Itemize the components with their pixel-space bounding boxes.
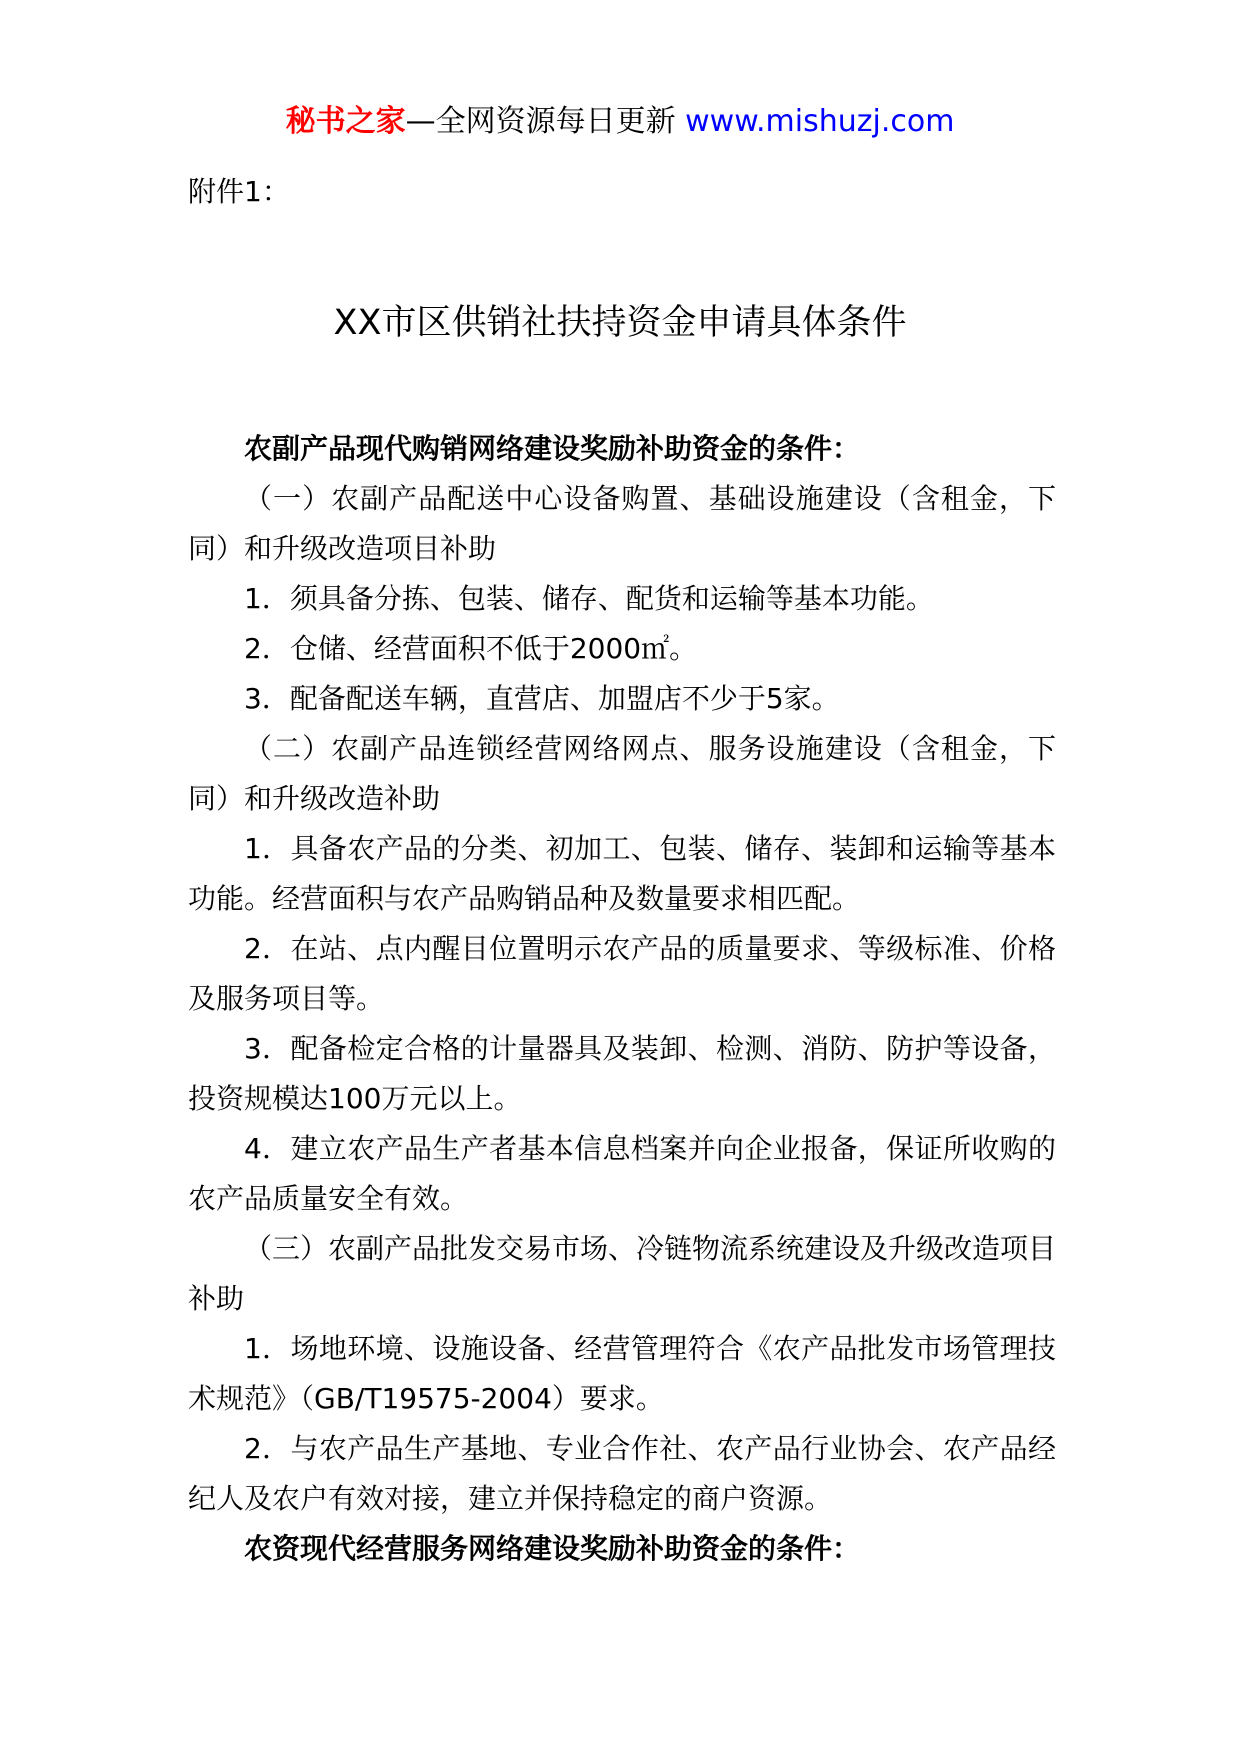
document-title: XX市区供销社扶持资金申请具体条件 bbox=[333, 303, 907, 343]
watermark-brand: 秘书之家 bbox=[285, 104, 406, 139]
body-paragraph: （一）农副产品配送中心设备购置、基础设施建设（含租金，下同）和升级改造项目补助 bbox=[188, 482, 1056, 565]
body-paragraph: 1．场地环境、设施设备、经营管理符合《农产品批发市场管理技术规范》（GB/T19575-2004）要求。 bbox=[188, 1332, 1056, 1415]
body-paragraph: 2．仓储、经营面积不低于2000㎡。 bbox=[244, 632, 698, 665]
body-paragraph: 2．在站、点内醒目位置明示农产品的质量要求、等级标准、价格及服务项目等。 bbox=[188, 932, 1056, 1015]
body-paragraph: 2．与农产品生产基地、专业合作社、农产品行业协会、农产品经纪人及农户有效对接，建立并保持稳定的商户资源。 bbox=[188, 1432, 1056, 1515]
attachment-label: 附件1： bbox=[188, 175, 290, 208]
body-paragraph: 4．建立农产品生产者基本信息档案并向企业报备，保证所收购的农产品质量安全有效。 bbox=[188, 1132, 1056, 1215]
watermark-url: www.mishuzj.com bbox=[685, 104, 955, 139]
section-heading: 农副产品现代购销网络建设奖励补助资金的条件： bbox=[244, 432, 861, 465]
body-paragraph: （三）农副产品批发交易市场、冷链物流系统建设及升级改造项目补助 bbox=[188, 1232, 1057, 1315]
body-paragraph: （二）农副产品连锁经营网络网点、服务设施建设（含租金，下同）和升级改造补助 bbox=[188, 732, 1056, 815]
section-heading: 农资现代经营服务网络建设奖励补助资金的条件： bbox=[244, 1532, 861, 1565]
watermark-banner bbox=[0, 102, 1240, 142]
watermark-tagline: —全网资源每日更新 bbox=[405, 104, 686, 139]
body-paragraph: 1．具备农产品的分类、初加工、包装、储存、装卸和运输等基本功能。经营面积与农产品购销品种及数量要求相匹配。 bbox=[188, 832, 1056, 915]
body-paragraph: 3．配备检定合格的计量器具及装卸、检测、消防、防护等设备，投资规模达100万元以上。 bbox=[188, 1032, 1056, 1115]
body-paragraph: 1．须具备分拣、包装、储存、配货和运输等基本功能。 bbox=[244, 582, 934, 615]
document-body bbox=[188, 424, 1056, 1574]
body-paragraph: 3．配备配送车辆，直营店、加盟店不少于5家。 bbox=[244, 682, 840, 715]
